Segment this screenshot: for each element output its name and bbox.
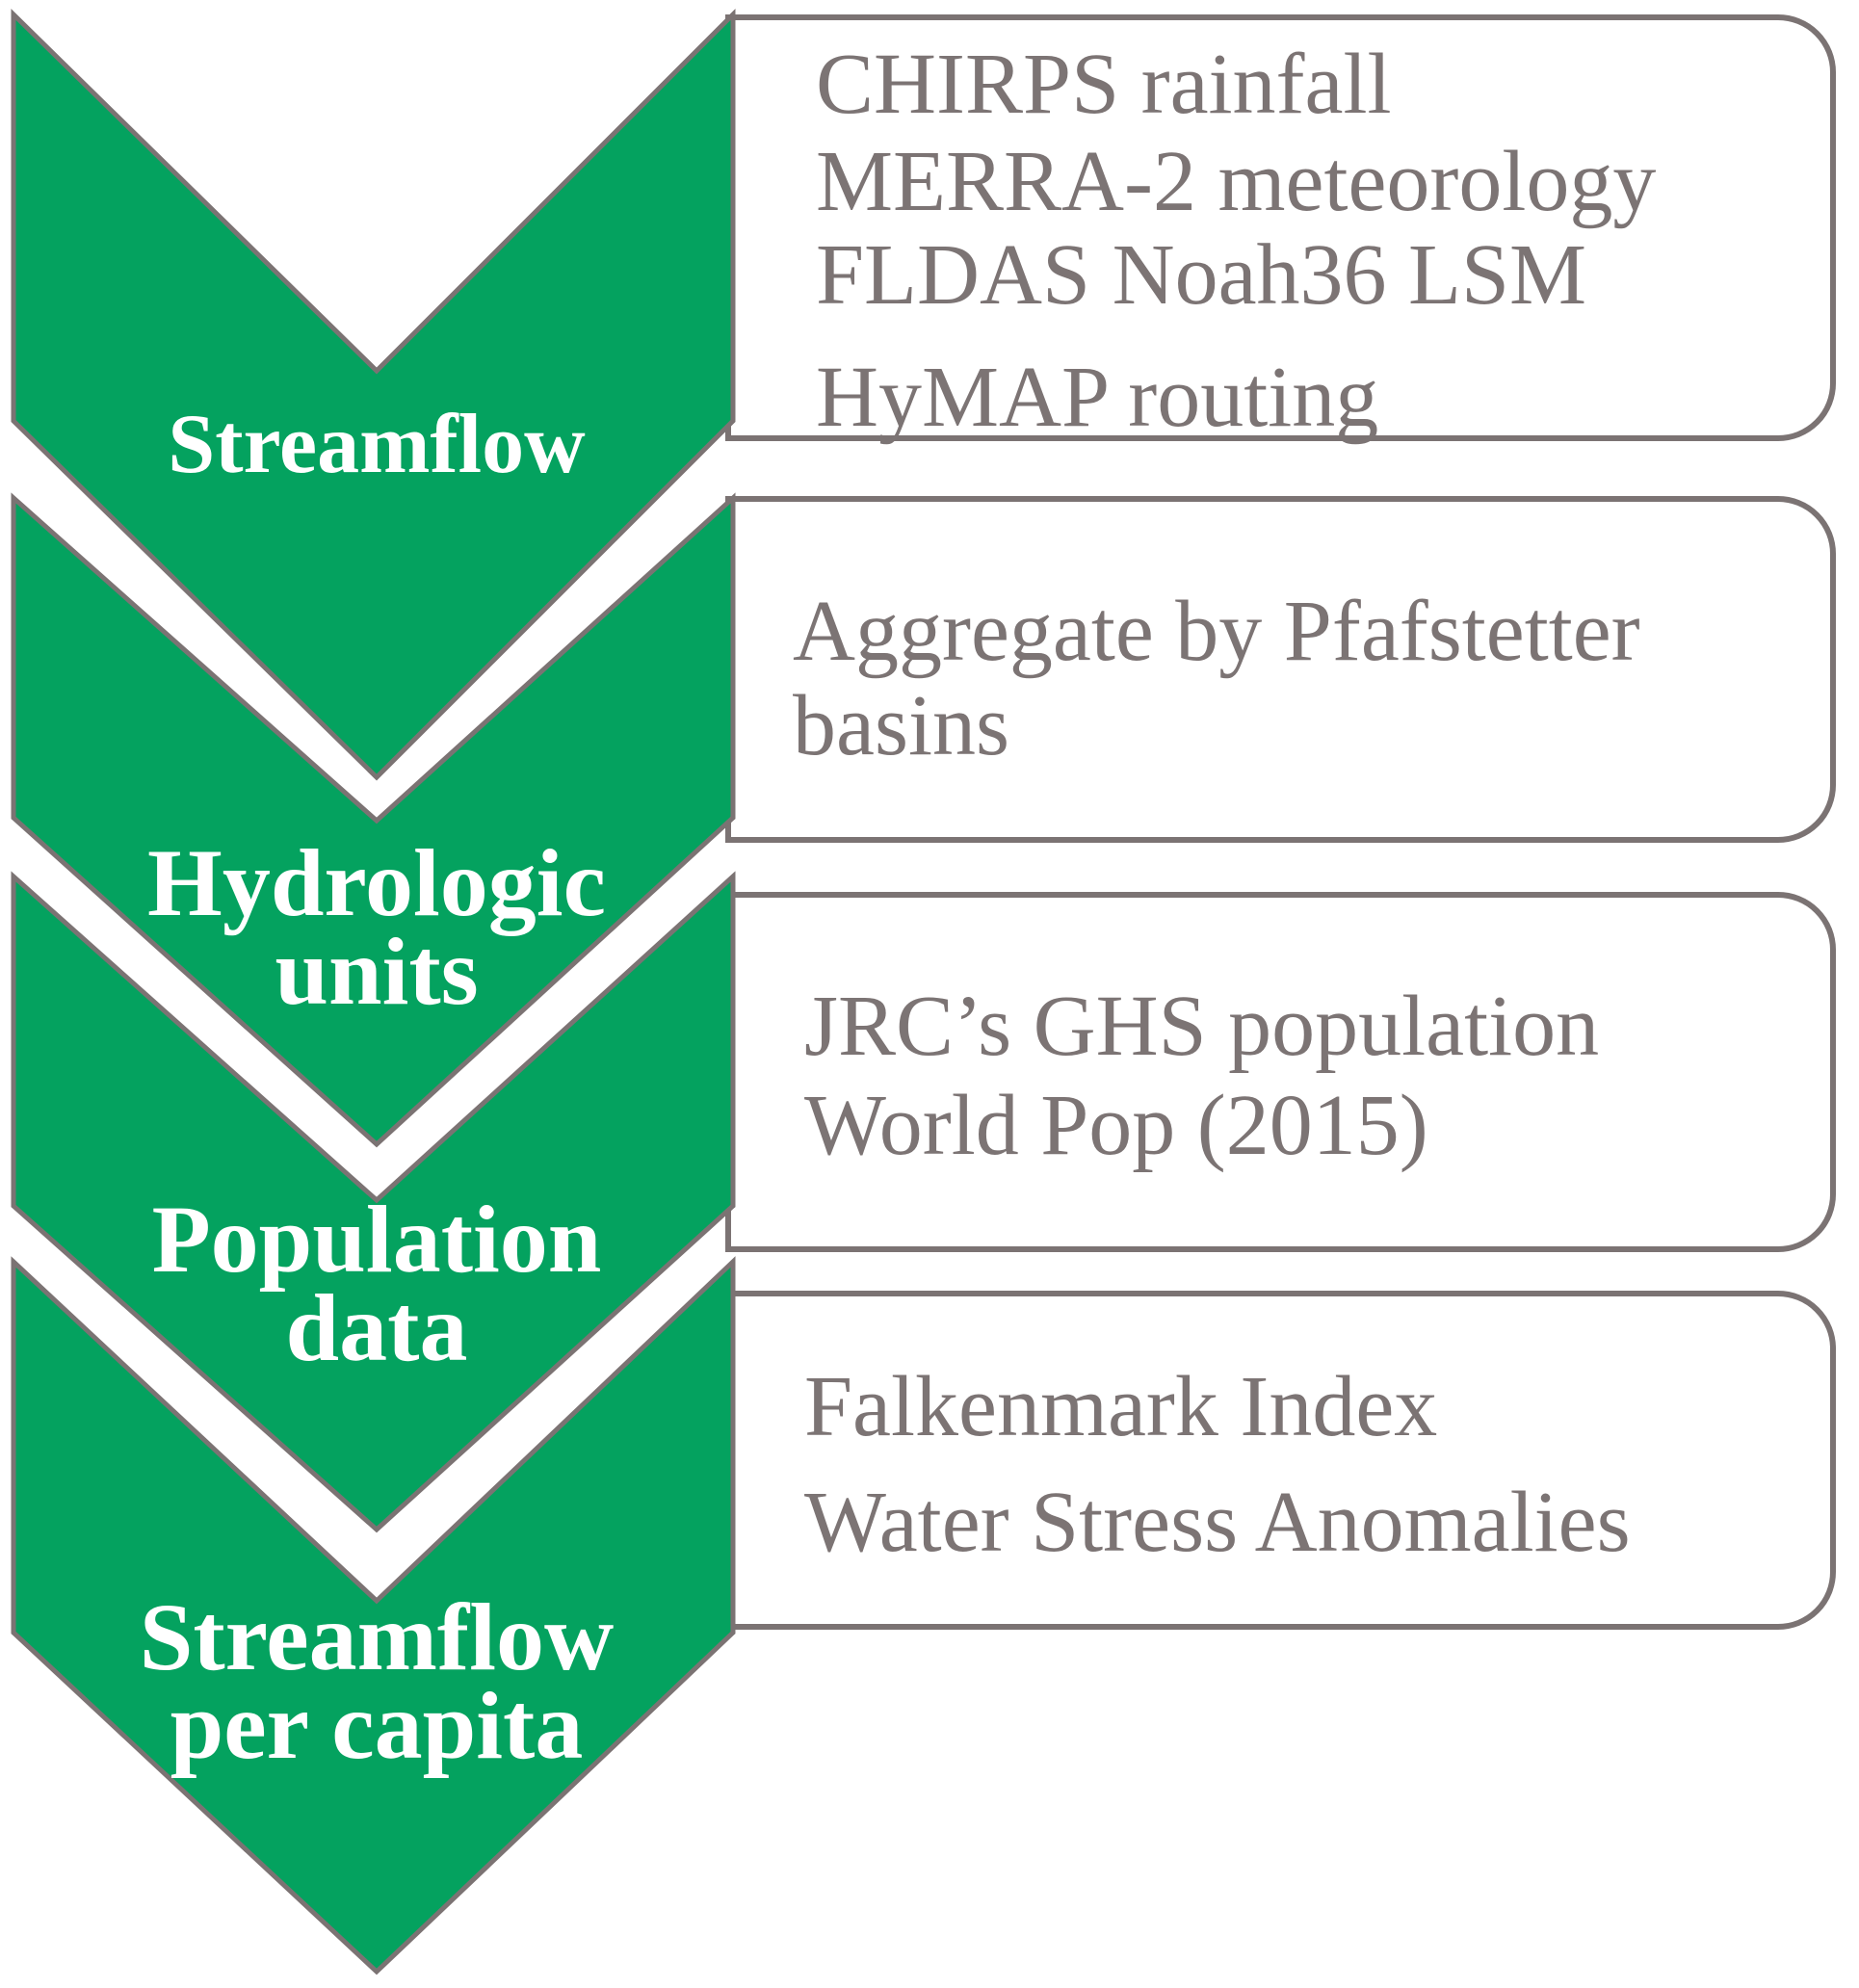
chevron-label-streamflow: Streamflow bbox=[168, 398, 586, 491]
box-line: basins bbox=[793, 678, 1009, 773]
chevron-label-data: data bbox=[285, 1274, 468, 1381]
chevron-label-hydrologic: Hydrologic bbox=[147, 829, 606, 936]
box-line: JRC’s GHS population bbox=[804, 979, 1600, 1074]
chevron-label-population: Population bbox=[151, 1186, 602, 1293]
box-line: FLDAS Noah36 LSM bbox=[816, 227, 1587, 323]
chevron-label-streamflow-2: Streamflow bbox=[139, 1583, 615, 1690]
box-line: MERRA-2 meteorology bbox=[816, 134, 1657, 229]
box-line: World Pop (2015) bbox=[804, 1078, 1428, 1173]
chevron-label-units: units bbox=[275, 918, 479, 1025]
box-line: Aggregate by Pfafstetter bbox=[793, 584, 1640, 679]
box-line: Water Stress Anomalies bbox=[804, 1475, 1631, 1570]
chevron-label-per-capita: per capita bbox=[170, 1672, 584, 1779]
box-line: HyMAP routing bbox=[816, 350, 1379, 445]
box-line: Falkenmark Index bbox=[804, 1359, 1438, 1454]
box-line: CHIRPS rainfall bbox=[816, 37, 1392, 132]
